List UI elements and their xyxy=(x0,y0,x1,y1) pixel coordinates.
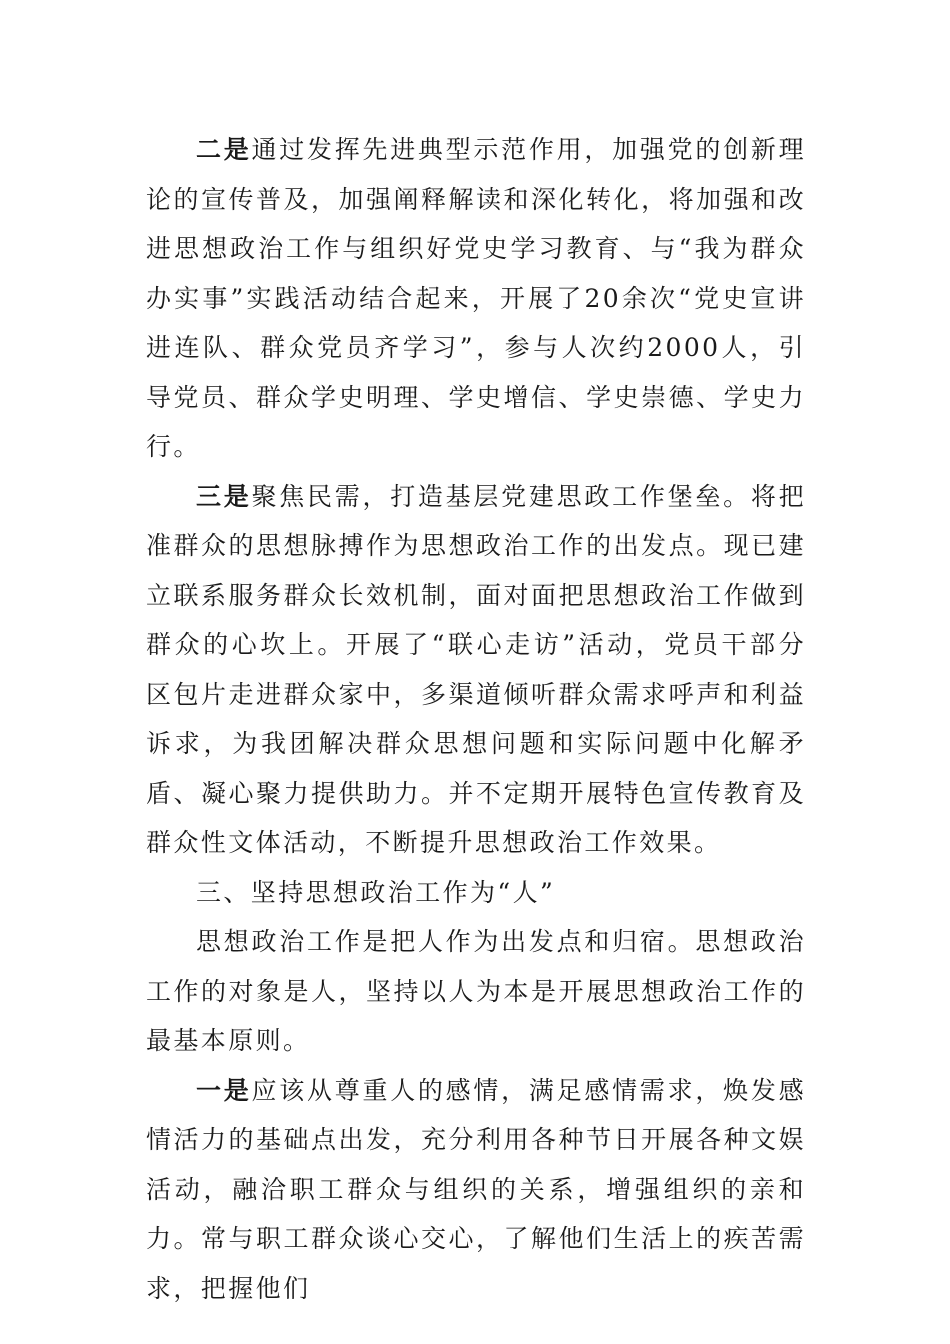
paragraph-text: 思想政治工作是把人作为出发点和归宿。思想政治工作的对象是人，坚持以人为本是开展思想政治工作的最基本原则。 xyxy=(146,927,806,1055)
paragraph-lead: 二是 xyxy=(196,135,252,164)
paragraph-lead: 三是 xyxy=(196,481,252,511)
paragraph-text: 应该从尊重人的感情，满足感情需求，焕发感情活力的基础点出发，充分利用各种节日开展各种文娱活动，融洽职工群众与组织的关系，增强组织的亲和力。常与职工群众谈心交心，了解他们生活上的疾苦需求，把握他们 xyxy=(146,1075,806,1303)
paragraph-text: 聚焦民需，打造基层党建思政工作堡垒。将把准群众的思想脉搏作为思想政治工作的出发点。现已建立联系服务群众长效机制，面对面把思想政治工作做到群众的心坎上。开展了“联心走访”活动，党员干部分区包片走进群众家中，多渠道倾听群众需求呼声和利益诉求，为我团解决群众思想问题和实际问题中化解矛盾、凝心聚力提供助力。并不定期开展特色宣传教育及群众性文体活动，不断提升思想政治工作效果。 xyxy=(146,481,806,857)
paragraph-2 xyxy=(146,125,806,472)
paragraph-1 xyxy=(146,1066,806,1314)
paragraph-3 xyxy=(146,472,806,868)
paragraph-lead: 一是 xyxy=(196,1075,252,1105)
section-intro-paragraph xyxy=(146,917,806,1066)
section-heading: 三、坚持思想政治工作为“人” xyxy=(196,877,556,907)
document-page xyxy=(146,125,806,1313)
paragraph-text: 通过发挥先进典型示范作用，加强党的创新理论的宣传普及，加强阐释解读和深化转化，将加强和改进思想政治工作与组织好党史学习教育、与“我为群众办实事”实践活动结合起来，开展了20余次“党史宣讲进连队、群众党员齐学习”，参与人次约2000人，引导党员、群众学史明理、学史增信、学史崇德、学史力行。 xyxy=(146,135,806,461)
